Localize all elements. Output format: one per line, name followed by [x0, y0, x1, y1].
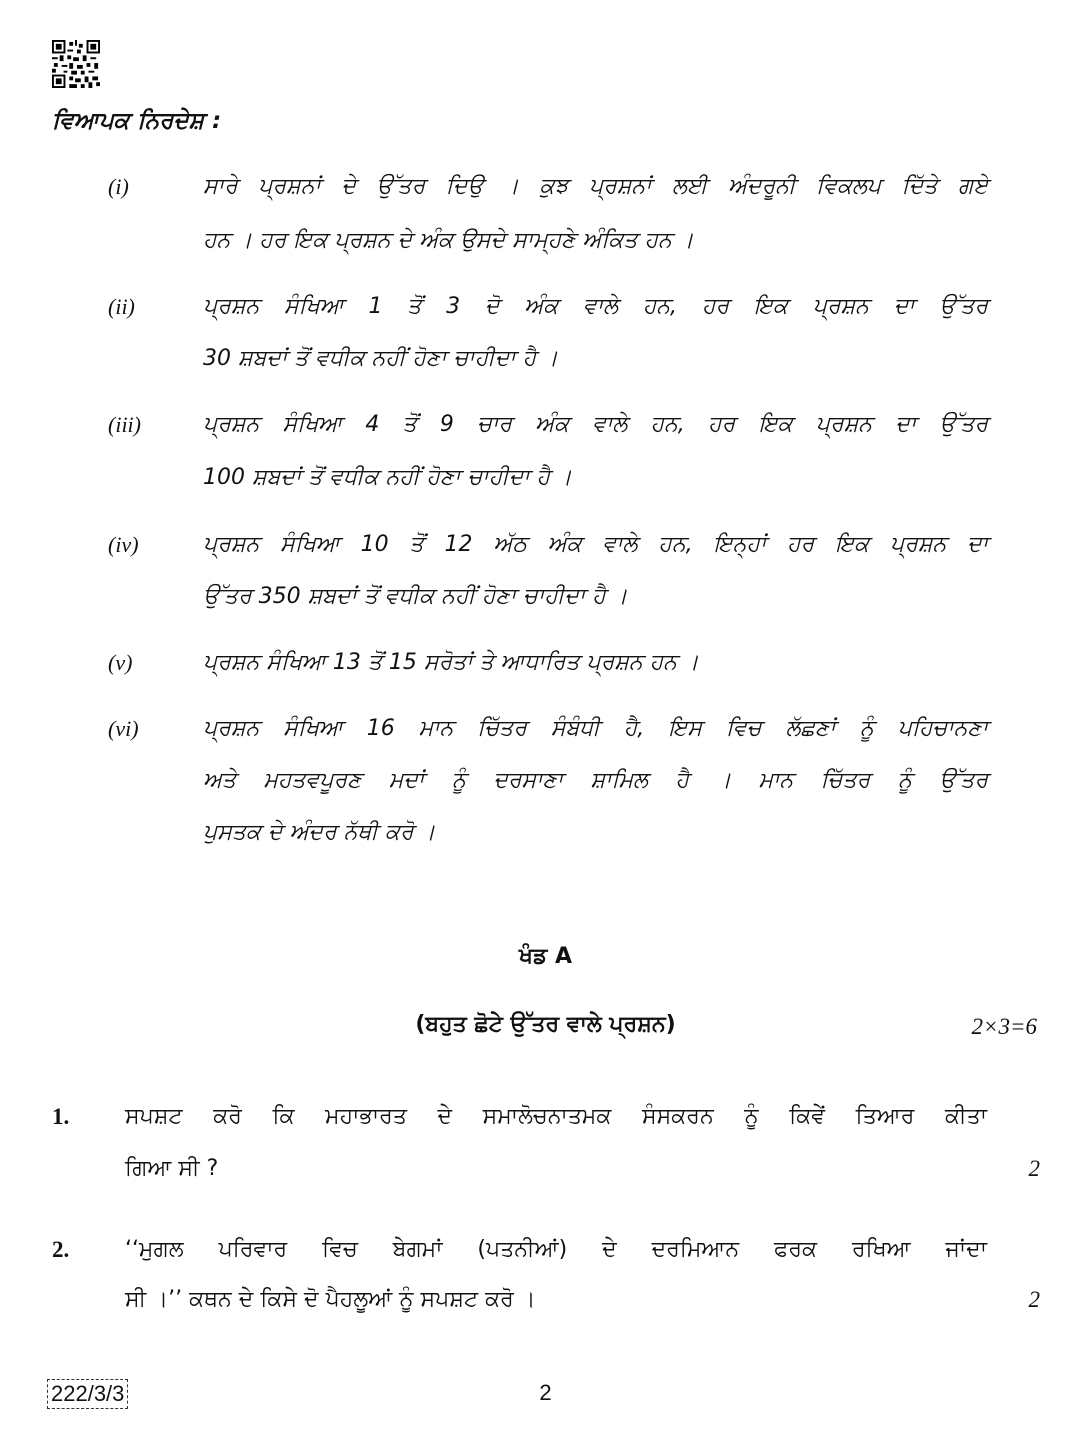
instruction-line: ਹਨ । ਹਰ ਇਕ ਪ੍ਰਸ਼ਨ ਦੇ ਅੰਕ ਉਸਦੇ ਸਾਮ੍ਹਣੇ ਅੰਕਿਤ ਹਨ । — [203, 228, 694, 253]
question-marks: 2 — [1028, 1287, 1040, 1312]
instruction-line: 100 ਸ਼ਬਦਾਂ ਤੋਂ ਵਧੀਕ ਨਹੀਂ ਹੋਣਾ ਚਾਹੀਦਾ ਹੈ । — [203, 465, 572, 490]
instruction-line: ਪ੍ਰਸ਼ਨ ਸੰਖਿਆ 4 ਤੋਂ 9 ਚਾਰ ਅੰਕ ਵਾਲੇ ਹਨ, ਹਰ ਇਕ ਪ੍ਰਸ਼ਨ ਦਾ ਉੱਤਰ — [203, 412, 988, 437]
instruction-line: ਉੱਤਰ 350 ਸ਼ਬਦਾਂ ਤੋਂ ਵਧੀਕ ਨਹੀਂ ਹੋਣਾ ਚਾਹੀਦਾ ਹੈ । — [203, 584, 628, 609]
section-subtitle: (ਬਹੁਤ ਛੋਟੇ ਉੱਤਰ ਵਾਲੇ ਪ੍ਰਸ਼ਨ) — [415, 1012, 676, 1037]
question-line: ਸੀ ।’’ ਕਥਨ ਦੇ ਕਿਸੇ ਦੋ ਪੈਹਲੂਆਂ ਨੂੰ ਸਪਸ਼ਟ ਕਰੋ । — [125, 1287, 536, 1312]
question-number: 2. — [52, 1237, 70, 1262]
instruction-line: ਪ੍ਰਸ਼ਨ ਸੰਖਿਆ 13 ਤੋਂ 15 ਸਰੋਤਾਂ ਤੇ ਆਧਾਰਿਤ ਪ੍ਰਸ਼ਨ ਹਨ । — [203, 650, 699, 675]
section-marks: 2×3=6 — [971, 1014, 1037, 1039]
instruction-line: ਪ੍ਰਸ਼ਨ ਸੰਖਿਆ 1 ਤੋਂ 3 ਦੋ ਅੰਕ ਵਾਲੇ ਹਨ, ਹਰ ਇਕ ਪ੍ਰਸ਼ਨ ਦਾ ਉੱਤਰ — [203, 294, 988, 319]
instruction-number: (ii) — [108, 294, 135, 319]
instruction-line: ਅਤੇ ਮਹਤਵਪੂਰਣ ਮਦਾਂ ਨੂੰ ਦਰਸਾਣਾ ਸ਼ਾਮਿਲ ਹੈ । ਮਾਨ ਚਿੱਤਰ ਨੂੰ ਉੱਤਰ — [203, 768, 988, 793]
instruction-number: (vi) — [108, 716, 139, 741]
question-line: ਗਿਆ ਸੀ ? — [125, 1156, 219, 1181]
instruction-line: ਪ੍ਰਸ਼ਨ ਸੰਖਿਆ 10 ਤੋਂ 12 ਅੱਠ ਅੰਕ ਵਾਲੇ ਹਨ, ਇਨ੍ਹਾਂ ਹਰ ਇਕ ਪ੍ਰਸ਼ਨ ਦਾ — [203, 532, 988, 557]
general-instructions-heading: ਵਿਆਪਕ ਨਿਰਦੇਸ਼ : — [52, 108, 222, 134]
question-number: 1. — [52, 1104, 70, 1129]
section-title: ਖੰਡ A — [519, 944, 572, 969]
question-line: ‘‘ਮੁਗਲ ਪਰਿਵਾਰ ਵਿਚ ਬੇਗਮਾਂ (ਪਤਨੀਆਂ) ਦੇ ਦਰਮਿਆਨ ਫਰਕ ਰਖਿਆ ਜਾਂਦਾ — [125, 1237, 987, 1262]
page-number: 2 — [539, 1380, 552, 1405]
question-line: ਸਪਸ਼ਟ ਕਰੋ ਕਿ ਮਹਾਭਾਰਤ ਦੇ ਸਮਾਲੋਚਨਾਤਮਕ ਸੰਸਕਰਨ ਨੂੰ ਕਿਵੇਂ ਤਿਆਰ ਕੀਤਾ — [125, 1104, 987, 1129]
instruction-number: (iii) — [108, 412, 141, 437]
instruction-line: ਸਾਰੇ ਪ੍ਰਸ਼ਨਾਂ ਦੇ ਉੱਤਰ ਦਿਉ । ਕੁਝ ਪ੍ਰਸ਼ਨਾਂ ਲਈ ਅੰਦਰੂਨੀ ਵਿਕਲਪ ਦਿੱਤੇ ਗਏ — [203, 174, 988, 199]
qr-code-icon — [52, 40, 100, 88]
instruction-line: ਪੁਸਤਕ ਦੇ ਅੰਦਰ ਨੱਥੀ ਕਰੋ । — [203, 820, 436, 845]
instruction-number: (v) — [108, 650, 133, 675]
instruction-line: ਪ੍ਰਸ਼ਨ ਸੰਖਿਆ 16 ਮਾਨ ਚਿੱਤਰ ਸੰਬੰਧੀ ਹੈ, ਇਸ ਵਿਚ ਲੱਛਣਾਂ ਨੂੰ ਪਹਿਚਾਨਣਾ — [203, 716, 988, 741]
instruction-number: (iv) — [108, 532, 139, 557]
question-marks: 2 — [1028, 1156, 1040, 1181]
instruction-number: (i) — [108, 174, 129, 199]
paper-code: 222/3/3 — [47, 1379, 128, 1409]
instruction-line: 30 ਸ਼ਬਦਾਂ ਤੋਂ ਵਧੀਕ ਨਹੀਂ ਹੋਣਾ ਚਾਹੀਦਾ ਹੈ । — [203, 346, 558, 371]
